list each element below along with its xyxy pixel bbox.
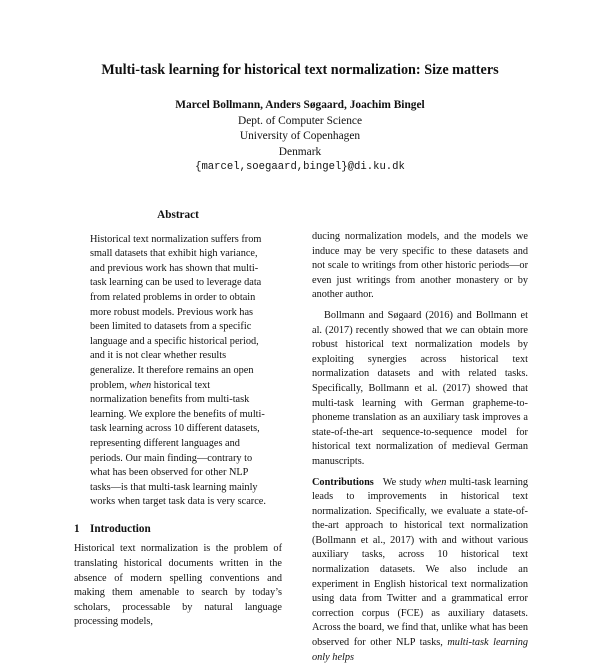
author-names: Marcel Bollmann, Anders Søgaard, Joachim Bingel <box>175 99 425 111</box>
contributions-heading: Contributions <box>312 476 374 488</box>
intro-paragraph-continued: ducing normalization models, and the models we induce may be very specific to these datasets and not scale to writings from other historic periods—or even just writings from another monastery or by another author. <box>312 231 528 301</box>
intro-paragraph-prior-work: Bollmann and Søgaard (2016) and Bollmann et al. (2017) recently showed that we can obtain more robust historical text normalization models by exploiting synergies across historical text normalization datasets and with related tasks. Specifically, Bollmann et al. (2017) showed that multi-task learning with German grapheme-to-phoneme translation as an auxiliary task improves a state-of-the-art sequence-to-sequence model for historical text normalization of medieval German manuscripts. <box>312 309 528 467</box>
affiliation-dept: Dept. of Computer Science <box>238 114 362 127</box>
abstract-text: Historical text normalization suffers from small datasets that exhibit high variance, and previous work has shown that multi-task learning can be used to leverage data from related problems in order to obtain more robust models. Previous work has been limited to datasets from a specific language and a specific historical period, and it is not clear whether results generalize. It therefore remains an open problem, when historical text normalization benefits from multi-task learning. We explore the benefits of multi-task learning across 10 different datasets, representing different languages and periods. Our main finding—contrary to what has been observed for other NLP tasks—is that multi-task learning mainly works when target task data is very scarce. <box>90 233 266 508</box>
abstract-emphasis: when <box>129 379 152 391</box>
right-column <box>312 230 528 671</box>
section-heading-introduction: 1 Introduction <box>74 522 151 535</box>
abstract-heading: Abstract <box>157 209 199 221</box>
author-email: {marcel,soegaard,bingel}@di.ku.dk <box>195 161 405 173</box>
contributions-paragraph: Contributions We study when multi-task learning leads to improvements in historical text normalization. Specifically, we evaluate a state-of-the-art approach to historical text normalization (Bollmann et al., 2017) with and without various auxiliary tasks, across 10 historical text normalization datasets. We also include an experiment in English historical text normalization using data from Twitter and a grammatical error correction corpus (FCE) as auxiliary datasets. Across the board, we find that, unlike what has been observed for other NLP tasks, multi-task learning only helps <box>312 476 529 663</box>
section-number: 1 <box>74 522 80 535</box>
introduction-text: Historical text normalization is the problem of translating historical documents written in the absence of modern spelling conventions and making them amenable to search by today’s scholars, processable by natural language processing models, <box>74 543 282 628</box>
left-column <box>74 208 282 630</box>
affiliation-country: Denmark <box>278 145 322 158</box>
affiliation-university: University of Copenhagen <box>239 130 361 142</box>
paper-title: Multi-task learning for historical text normalization: Size matters <box>101 62 499 78</box>
author-block <box>0 98 600 176</box>
